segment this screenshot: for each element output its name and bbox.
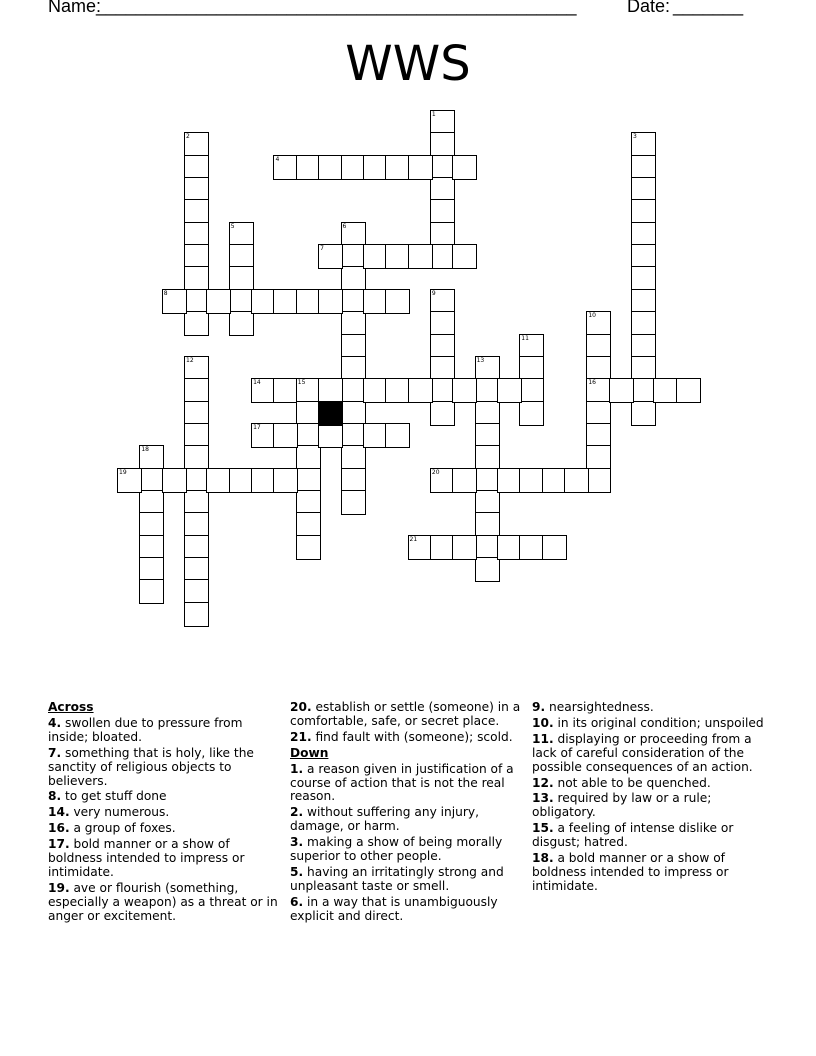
clue-across-14: 14. very numerous.: [48, 805, 170, 820]
grid-cell[interactable]: [363, 423, 388, 448]
clue-number: 3: [633, 133, 637, 141]
grid-cell[interactable]: [408, 535, 433, 560]
grid-cell[interactable]: [162, 289, 187, 314]
grid-cell[interactable]: [139, 490, 164, 515]
clue-number: 21: [409, 535, 418, 543]
grid-cell[interactable]: [341, 445, 366, 470]
grid-cell[interactable]: [430, 311, 455, 336]
grid-cell[interactable]: [184, 602, 209, 627]
grid-cell[interactable]: [363, 155, 388, 180]
grid-cell[interactable]: [184, 445, 209, 470]
grid-cell[interactable]: [475, 512, 500, 537]
clue-number: 11: [521, 334, 529, 342]
grid-cell[interactable]: [452, 244, 477, 269]
grid-cell[interactable]: [184, 199, 209, 224]
clue-across-17: 17. bold manner or a show of boldness intended to impress or intimidate.: [48, 837, 245, 879]
grid-cell[interactable]: [586, 311, 611, 336]
grid-cell[interactable]: [318, 423, 343, 448]
grid-cell[interactable]: [296, 490, 321, 515]
grid-cell[interactable]: [184, 132, 209, 157]
grid-cell[interactable]: [296, 535, 321, 560]
clues-column-3: [532, 701, 768, 896]
grid-cell[interactable]: [184, 222, 209, 247]
grid-cell[interactable]: [631, 378, 656, 403]
clue-down-9: 9. nearsightedness.: [532, 700, 654, 714]
clue-number: 4: [275, 155, 280, 163]
grid-cell[interactable]: [341, 155, 366, 180]
clues-column-2: [290, 701, 526, 926]
grid-cell[interactable]: [586, 334, 611, 359]
grid-cell[interactable]: [609, 378, 634, 403]
grid-cell[interactable]: [139, 579, 164, 604]
grid-cell[interactable]: [631, 266, 656, 291]
grid-cell[interactable]: [139, 445, 164, 470]
grid-cell[interactable]: [430, 199, 455, 224]
grid-cell[interactable]: [519, 356, 544, 381]
grid-cell[interactable]: [363, 378, 388, 403]
grid-cell[interactable]: [430, 222, 455, 247]
grid-cell[interactable]: [184, 311, 209, 336]
date-line[interactable]: _______: [673, 0, 744, 16]
grid-cell[interactable]: [475, 423, 500, 448]
across-heading: Across: [48, 700, 94, 714]
grid-cell[interactable]: [296, 155, 321, 180]
clue-down-15: 15. a feeling of intense dislike or disgust; hatred.: [532, 821, 734, 850]
clue-number: 16: [588, 379, 596, 387]
grid-cell[interactable]: [341, 423, 366, 448]
grid-cell[interactable]: [341, 311, 366, 336]
grid-cell[interactable]: [631, 334, 656, 359]
clue-down-12: 12. not able to be quenched.: [532, 775, 711, 790]
grid-cell[interactable]: [341, 356, 366, 381]
clue-number: 15: [297, 379, 306, 387]
grid-cell[interactable]: [631, 132, 656, 157]
grid-cell[interactable]: [229, 289, 254, 314]
grid-cell[interactable]: [184, 177, 209, 202]
grid-cell[interactable]: [184, 512, 209, 537]
grid-cell[interactable]: [631, 289, 656, 314]
grid-cell[interactable]: [139, 512, 164, 537]
name-line[interactable]: ________________________________________________: [96, 0, 577, 16]
clue-number: 8: [163, 289, 168, 297]
grid-cell[interactable]: [631, 177, 656, 202]
grid-cell[interactable]: [206, 289, 231, 314]
grid-cell[interactable]: [229, 468, 254, 493]
grid-cell[interactable]: [251, 289, 276, 314]
grid-cell[interactable]: [363, 289, 388, 314]
clue-number: 2: [186, 133, 190, 141]
clue-number: 18: [141, 446, 149, 454]
grid-cell[interactable]: [184, 266, 209, 291]
clue-across-8: 8. to get stuff done: [48, 789, 167, 804]
grid-cell[interactable]: [318, 378, 343, 403]
grid-cell[interactable]: [475, 557, 500, 582]
clue-across-16: 16. a group of foxes.: [48, 821, 176, 836]
grid-cell[interactable]: [475, 490, 500, 515]
down-heading: Down: [290, 745, 329, 760]
grid-cell[interactable]: [184, 155, 209, 180]
grid-cell[interactable]: [184, 289, 209, 314]
grid-cell[interactable]: [475, 401, 500, 426]
grid-cell[interactable]: [452, 468, 477, 493]
grid-cell[interactable]: [475, 356, 500, 381]
grid-cell[interactable]: [341, 378, 366, 403]
grid-cell[interactable]: [430, 132, 455, 157]
grid-cell[interactable]: [631, 244, 656, 269]
grid-cell[interactable]: [229, 311, 254, 336]
grid-cell[interactable]: [542, 468, 567, 493]
grid-cell[interactable]: [184, 356, 209, 381]
grid-cell[interactable]: [139, 557, 164, 582]
grid-cell[interactable]: [408, 378, 433, 403]
clue-number: 20: [431, 468, 440, 476]
grid-cell[interactable]: [229, 266, 254, 291]
grid-cell[interactable]: [184, 468, 209, 493]
grid-cell[interactable]: [184, 490, 209, 515]
grid-cell[interactable]: [184, 401, 209, 426]
grid-cell[interactable]: [631, 222, 656, 247]
grid-cell[interactable]: [139, 468, 164, 493]
grid-cell[interactable]: [229, 244, 254, 269]
grid-cell[interactable]: [341, 266, 366, 291]
grid-cell[interactable]: [452, 155, 477, 180]
grid-cell[interactable]: [452, 378, 477, 403]
grid-cell[interactable]: [184, 378, 209, 403]
clues-column-1: [48, 701, 284, 926]
grid-cell[interactable]: [564, 468, 589, 493]
grid-cell[interactable]: [385, 378, 410, 403]
grid-cell[interactable]: [631, 356, 656, 381]
clue-number: 9: [431, 289, 436, 297]
clue-down-1: 1. a reason given in justification of a course of action that is not the real reason.: [290, 761, 514, 804]
grid-cell[interactable]: [251, 468, 276, 493]
black-cell: [318, 401, 343, 426]
grid-cell[interactable]: [497, 535, 522, 560]
grid-cell[interactable]: [273, 423, 298, 448]
grid-cell[interactable]: [341, 334, 366, 359]
grid-cell[interactable]: [430, 356, 455, 381]
grid-cell[interactable]: [586, 445, 611, 470]
grid-cell[interactable]: [273, 289, 298, 314]
clue-number: 13: [476, 356, 485, 364]
clue-number: 14: [253, 379, 261, 387]
grid-cell[interactable]: [296, 378, 321, 403]
clue-number: 6: [342, 222, 347, 230]
grid-cell[interactable]: [497, 468, 522, 493]
clue-across-21: 21. find fault with (someone); scold.: [290, 729, 513, 744]
grid-cell[interactable]: [251, 423, 276, 448]
grid-cell[interactable]: [430, 334, 455, 359]
grid-cell[interactable]: [184, 557, 209, 582]
clue-number: 12: [186, 356, 194, 364]
grid-cell[interactable]: [184, 244, 209, 269]
clue-number: 5: [230, 222, 235, 230]
grid-cell[interactable]: [296, 512, 321, 537]
grid-cell[interactable]: [341, 468, 366, 493]
clue-down-13: 13. required by law or a rule; obligatory.: [532, 791, 712, 820]
grid-cell[interactable]: [430, 177, 455, 202]
grid-cell[interactable]: [385, 244, 410, 269]
grid-cell[interactable]: [586, 423, 611, 448]
grid-cell[interactable]: [586, 401, 611, 426]
grid-cell[interactable]: [430, 289, 455, 314]
grid-cell[interactable]: [229, 222, 254, 247]
grid-cell[interactable]: [296, 468, 321, 493]
grid-cell[interactable]: [519, 334, 544, 359]
grid-cell[interactable]: [475, 378, 500, 403]
clue-across-4: 4. swollen due to pressure from inside; bloated.: [48, 715, 243, 744]
grid-cell[interactable]: [162, 468, 187, 493]
grid-cell[interactable]: [184, 423, 209, 448]
grid-cell[interactable]: [117, 468, 142, 493]
grid-cell[interactable]: [408, 155, 433, 180]
grid-cell[interactable]: [430, 535, 455, 560]
grid-cell[interactable]: [519, 378, 544, 403]
grid-cell[interactable]: [341, 401, 366, 426]
grid-cell[interactable]: [363, 244, 388, 269]
grid-cell[interactable]: [273, 378, 298, 403]
clue-number: 10: [588, 312, 596, 320]
grid-cell[interactable]: [542, 535, 567, 560]
grid-cell[interactable]: [251, 378, 276, 403]
grid-cell[interactable]: [273, 155, 298, 180]
grid-cell[interactable]: [318, 155, 343, 180]
grid-cell[interactable]: [631, 401, 656, 426]
clue-number: 19: [119, 468, 127, 476]
grid-cell[interactable]: [475, 468, 500, 493]
grid-cell[interactable]: [519, 401, 544, 426]
grid-cell[interactable]: [430, 378, 455, 403]
grid-cell[interactable]: [586, 356, 611, 381]
clue-down-18: 18. a bold manner or a show of boldness intended to impress or intimidate.: [532, 851, 729, 893]
grid-cell[interactable]: [475, 445, 500, 470]
grid-cell[interactable]: [341, 244, 366, 269]
grid-cell[interactable]: [318, 244, 343, 269]
grid-cell[interactable]: [385, 423, 410, 448]
grid-cell[interactable]: [676, 378, 701, 403]
clue-down-6: 6. in a way that is unambiguously explicit and direct.: [290, 894, 498, 923]
grid-cell[interactable]: [385, 289, 410, 314]
grid-cell[interactable]: [586, 378, 611, 403]
clue-across-7: 7. something that is holy, like the sanctity of religious objects to believers.: [48, 745, 254, 788]
grid-cell[interactable]: [430, 110, 455, 135]
clue-down-11: 11. displaying or proceeding from a lack of careful consideration of the possible consequences of an action.: [532, 731, 753, 774]
grid-cell[interactable]: [184, 579, 209, 604]
grid-cell[interactable]: [631, 155, 656, 180]
grid-cell[interactable]: [653, 378, 678, 403]
grid-cell[interactable]: [318, 289, 343, 314]
grid-cell[interactable]: [341, 289, 366, 314]
clue-down-10: 10. in its original condition; unspoiled: [532, 715, 764, 730]
grid-cell[interactable]: [341, 490, 366, 515]
grid-cell[interactable]: [586, 468, 611, 493]
grid-cell[interactable]: [452, 535, 477, 560]
grid-cell[interactable]: [430, 468, 455, 493]
clue-number: 17: [253, 423, 261, 431]
clue-number: 7: [320, 245, 324, 253]
grid-cell[interactable]: [631, 311, 656, 336]
page-title: WWS: [345, 36, 471, 92]
date-label: Date:: [627, 0, 671, 16]
clue-number: 1: [431, 111, 436, 118]
grid-cell[interactable]: [296, 423, 321, 448]
grid-cell[interactable]: [296, 401, 321, 426]
grid-cell[interactable]: [519, 468, 544, 493]
clue-across-19: 19. ave or flourish (something, especially a weapon) as a threat or in anger or excitement.: [48, 880, 278, 923]
grid-cell[interactable]: [341, 222, 366, 247]
grid-cell[interactable]: [206, 468, 231, 493]
name-label: Name:: [48, 0, 102, 16]
grid-cell[interactable]: [631, 199, 656, 224]
grid-cell[interactable]: [430, 401, 455, 426]
grid-cell[interactable]: [497, 378, 522, 403]
clue-across-20: 20. establish or settle (someone) in a comfortable, safe, or secret place.: [290, 700, 521, 728]
clue-down-3: 3. making a show of being morally superior to other people.: [290, 835, 503, 864]
grid-cell[interactable]: [296, 445, 321, 470]
grid-cell[interactable]: [519, 535, 544, 560]
grid-cell[interactable]: [385, 155, 410, 180]
clue-down-2: 2. without suffering any injury, damage, or harm.: [290, 805, 479, 834]
grid-cell[interactable]: [430, 244, 455, 269]
grid-cell[interactable]: [430, 155, 455, 180]
grid-cell[interactable]: [475, 535, 500, 560]
grid-cell[interactable]: [408, 244, 433, 269]
grid-cell[interactable]: [296, 289, 321, 314]
grid-cell[interactable]: [273, 468, 298, 493]
clue-down-5: 5. having an irritatingly strong and unpleasant taste or smell.: [290, 864, 504, 893]
grid-cell[interactable]: [184, 535, 209, 560]
grid-cell[interactable]: [139, 535, 164, 560]
